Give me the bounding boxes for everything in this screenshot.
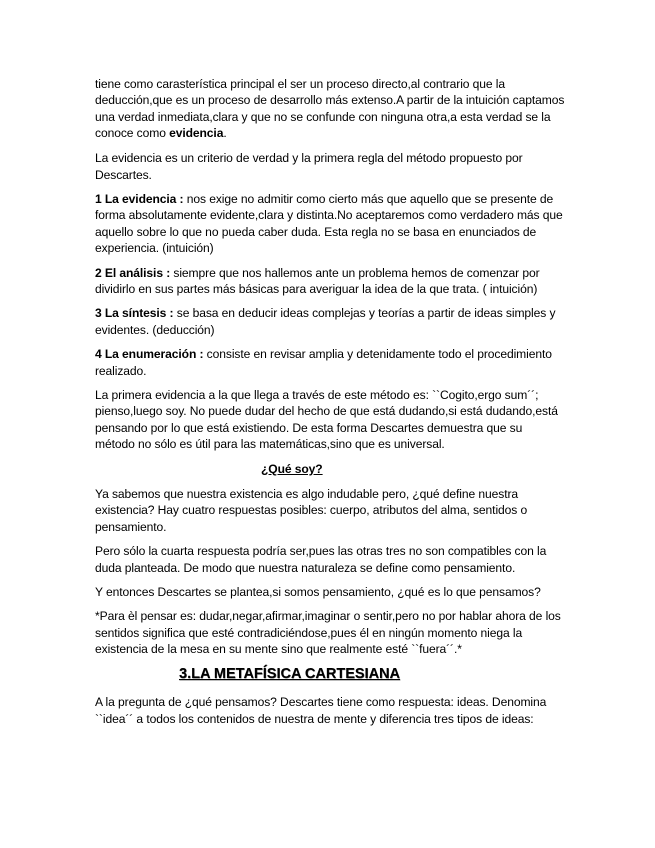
rule-evidence xyxy=(95,191,565,257)
rule-text: nos exige no admitir como cierto más que aquello que se presente de forma absolutamente evidente,clara y distinta.No aceptaremos como verdadero más que aquello sobre lo que no pueda caber duda. Esta regla no se basa en enunciados de experiencia. (intuición) xyxy=(95,191,563,256)
paragraph-existence: Ya sabemos que nuestra existencia es algo indudable pero, ¿qué define nuestra existencia? Hay cuatro respuestas posibles: cuerpo, atributos del alma, sentidos o pensamiento. xyxy=(95,487,528,534)
rule-enumeration xyxy=(95,346,565,379)
paragraph-fourth-answer: Pero sólo la cuarta respuesta podría ser,pues las otras tres no son compatibles con la duda planteada. De modo que nuestra naturaleza se define como pensamiento. xyxy=(95,544,547,575)
heading-que-soy: ¿Qué soy? xyxy=(261,461,323,476)
paragraph-intuition xyxy=(95,76,565,142)
rule-label: 1 La evidencia : xyxy=(95,191,184,206)
rule-label: 2 El análisis : xyxy=(95,265,171,280)
bold-term-evidencia: evidencia xyxy=(169,126,224,141)
rule-text: consiste en revisar amplia y detenidamente todo el procedimiento realizado. xyxy=(95,347,552,378)
paragraph-evidence-criterion: La evidencia es un criterio de verdad y la primera regla del método propuesto por Descartes. xyxy=(95,151,523,182)
rule-synthesis xyxy=(95,305,565,338)
rule-text: siempre que nos hallemos ante un problema hemos de comenzar por dividirlo en sus partes más básicas para averiguar la idea de la que trata. ( intuición) xyxy=(95,265,540,296)
document-body xyxy=(95,76,565,735)
paragraph-note: *Para èl pensar es: dudar,negar,afirmar,imaginar o sentir,pero no por hablar ahora de los sentidos significa que esté contradiciéndose,pues él en ningún momento niega la existencia de la mesa en su mente sino que realmente esté ``fuera´´.* xyxy=(95,609,561,657)
paragraph-question: Y entonces Descartes se plantea,si somos pensamiento, ¿qué es lo que pensamos? xyxy=(95,585,541,600)
rule-label: 4 La enumeración : xyxy=(95,347,204,362)
section-title: 3.LA METAFÍSICA CARTESIANA xyxy=(179,665,400,682)
paragraph-cogito: La primera evidencia a la que llega a través de este método es: ``Cogito,ergo sum´´; pienso,luego soy. No puede dudar del hecho de que está dudando,si está dudando,está pensando por lo que está existiendo. De esta forma Descartes demuestra que su método no sólo es útil para las matemáticas,sino que es universal. xyxy=(95,388,558,452)
paragraph-text: tiene como carasterística principal el ser un proceso directo,al contrario que la deducción,que es un proceso de desarrollo más extenso.A partir de la intuición captamos una verdad inmediata,clara y que no se confunde con ninguna otra,a esta verdad se la conoce como xyxy=(95,77,565,141)
paragraph-ideas: A la pregunta de ¿qué pensamos? Descartes tiene como respuesta: ideas. Denomina ``idea´´ a todos los contenidos de nuestra de mente y diferencia tres tipos de ideas: xyxy=(95,695,547,726)
paragraph-text-end: . xyxy=(223,126,227,141)
rule-label: 3 La síntesis : xyxy=(95,306,174,321)
rule-text: se basa en deducir ideas complejas y teorías a partir de ideas simples y evidentes. (deducción) xyxy=(95,306,556,337)
rule-analysis xyxy=(95,265,565,298)
